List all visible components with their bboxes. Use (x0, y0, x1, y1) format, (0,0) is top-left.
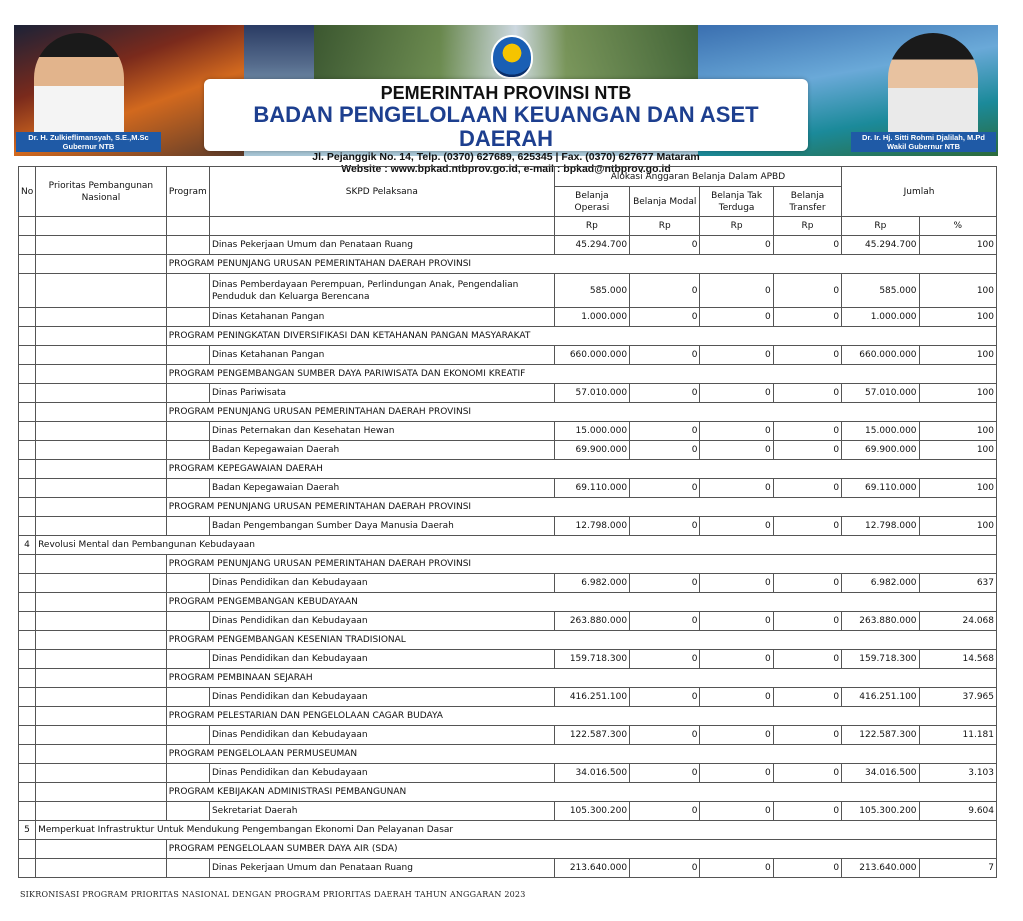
belanja-tak-terduga-cell: 0 (700, 650, 773, 669)
belanja-tak-terduga-cell: 0 (700, 384, 773, 403)
empty-cell (19, 840, 36, 859)
header-belanja-operasi: Belanja Operasi (554, 187, 629, 217)
belanja-transfer-cell: 0 (773, 574, 841, 593)
program-row (19, 593, 997, 612)
belanja-transfer-cell: 0 (773, 650, 841, 669)
empty-cell (36, 574, 167, 593)
program-row (19, 403, 997, 422)
belanja-transfer-cell: 0 (773, 726, 841, 745)
jumlah-rp-cell: 263.880.000 (842, 612, 919, 631)
table-row (19, 650, 997, 669)
header-no: No (19, 167, 36, 217)
priority-label: Revolusi Mental dan Pembangunan Kebudayaan (36, 536, 997, 555)
belanja-transfer-cell: 0 (773, 859, 841, 878)
empty-cell (166, 650, 209, 669)
empty-cell (166, 764, 209, 783)
program-label: PROGRAM PELESTARIAN DAN PENGELOLAAN CAGAR BUDAYA (166, 707, 996, 726)
jumlah-rp-cell: 12.798.000 (842, 517, 919, 536)
jumlah-percent-cell: 11.181 (919, 726, 996, 745)
program-label: PROGRAM PENUNJANG URUSAN PEMERINTAHAN DAERAH PROVINSI (166, 403, 996, 422)
table-row (19, 517, 997, 536)
agency-contact: Website : www.bpkad.ntbprov.go.id, e-mail : bpkad@ntbprov.go.id (341, 163, 671, 175)
empty-cell (19, 745, 36, 764)
governor-nameplate (16, 132, 161, 152)
empty-cell (36, 441, 167, 460)
empty-cell (19, 593, 36, 612)
unit-rp: Rp (700, 217, 773, 236)
empty-cell (19, 783, 36, 802)
empty-cell (36, 498, 167, 517)
empty-cell (36, 365, 167, 384)
empty-cell (19, 650, 36, 669)
belanja-modal-cell: 0 (630, 384, 700, 403)
jumlah-percent-cell: 100 (919, 517, 996, 536)
table-row (19, 346, 997, 365)
belanja-modal-cell: 0 (630, 688, 700, 707)
belanja-transfer-cell: 0 (773, 236, 841, 255)
belanja-operasi-cell: 660.000.000 (554, 346, 629, 365)
vice-governor-photo (888, 33, 978, 143)
empty-cell (36, 783, 167, 802)
skpd-cell: Dinas Pendidikan dan Kebudayaan (209, 574, 554, 593)
belanja-modal-cell: 0 (630, 308, 700, 327)
program-row (19, 498, 997, 517)
belanja-transfer-cell: 0 (773, 688, 841, 707)
header-banner (14, 25, 998, 175)
skpd-cell: Dinas Peternakan dan Kesehatan Hewan (209, 422, 554, 441)
unit-blank (209, 217, 554, 236)
program-label: PROGRAM PENUNJANG URUSAN PEMERINTAHAN DAERAH PROVINSI (166, 255, 996, 274)
ntb-emblem-icon (491, 35, 533, 79)
unit-rp: Rp (554, 217, 629, 236)
table-row (19, 764, 997, 783)
jumlah-rp-cell: 69.110.000 (842, 479, 919, 498)
skpd-cell: Dinas Ketahanan Pangan (209, 346, 554, 365)
skpd-cell: Dinas Pemberdayaan Perempuan, Perlindungan Anak, Pengendalian Penduduk dan Keluarga Berencana (209, 274, 554, 308)
empty-cell (19, 236, 36, 255)
jumlah-percent-cell: 637 (919, 574, 996, 593)
belanja-modal-cell: 0 (630, 479, 700, 498)
program-row (19, 255, 997, 274)
program-row (19, 783, 997, 802)
empty-cell (36, 859, 167, 878)
belanja-modal-cell: 0 (630, 236, 700, 255)
empty-cell (166, 274, 209, 308)
belanja-transfer-cell: 0 (773, 346, 841, 365)
skpd-cell: Dinas Pariwisata (209, 384, 554, 403)
belanja-tak-terduga-cell: 0 (700, 726, 773, 745)
empty-cell (19, 308, 36, 327)
priority-row (19, 536, 997, 555)
header-alokasi: Alokasi Anggaran Belanja Dalam APBD (554, 167, 841, 187)
empty-cell (36, 669, 167, 688)
empty-cell (19, 255, 36, 274)
jumlah-percent-cell: 24.068 (919, 612, 996, 631)
belanja-operasi-cell: 416.251.100 (554, 688, 629, 707)
jumlah-rp-cell: 6.982.000 (842, 574, 919, 593)
empty-cell (19, 498, 36, 517)
empty-cell (36, 650, 167, 669)
program-row (19, 327, 997, 346)
belanja-modal-cell: 0 (630, 422, 700, 441)
program-row (19, 707, 997, 726)
jumlah-percent-cell: 100 (919, 479, 996, 498)
program-label: PROGRAM PENGEMBANGAN SUMBER DAYA PARIWISATA DAN EKONOMI KREATIF (166, 365, 996, 384)
jumlah-percent-cell: 100 (919, 274, 996, 308)
skpd-cell: Dinas Pendidikan dan Kebudayaan (209, 764, 554, 783)
empty-cell (19, 460, 36, 479)
empty-cell (166, 479, 209, 498)
belanja-tak-terduga-cell: 0 (700, 688, 773, 707)
header-belanja-transfer: Belanja Transfer (773, 187, 841, 217)
empty-cell (19, 517, 36, 536)
empty-cell (166, 802, 209, 821)
belanja-transfer-cell: 0 (773, 274, 841, 308)
program-label: PROGRAM PENINGKATAN DIVERSIFIKASI DAN KETAHANAN PANGAN MASYARAKAT (166, 327, 996, 346)
governor-name: Dr. H. Zulkieflimansyah, S.E.,M.Sc (28, 133, 149, 142)
unit-blank (36, 217, 167, 236)
header-skpd: SKPD Pelaksana (209, 167, 554, 217)
skpd-cell: Dinas Ketahanan Pangan (209, 308, 554, 327)
table-row (19, 574, 997, 593)
belanja-transfer-cell: 0 (773, 479, 841, 498)
belanja-modal-cell: 0 (630, 802, 700, 821)
empty-cell (166, 236, 209, 255)
program-row (19, 631, 997, 650)
empty-cell (36, 460, 167, 479)
empty-cell (19, 859, 36, 878)
empty-cell (166, 384, 209, 403)
empty-cell (19, 802, 36, 821)
table-row (19, 236, 997, 255)
jumlah-rp-cell: 57.010.000 (842, 384, 919, 403)
belanja-transfer-cell: 0 (773, 802, 841, 821)
jumlah-rp-cell: 660.000.000 (842, 346, 919, 365)
jumlah-rp-cell: 159.718.300 (842, 650, 919, 669)
empty-cell (36, 840, 167, 859)
empty-cell (36, 384, 167, 403)
belanja-tak-terduga-cell: 0 (700, 859, 773, 878)
empty-cell (166, 688, 209, 707)
belanja-operasi-cell: 105.300.200 (554, 802, 629, 821)
belanja-tak-terduga-cell: 0 (700, 612, 773, 631)
jumlah-rp-cell: 105.300.200 (842, 802, 919, 821)
belanja-tak-terduga-cell: 0 (700, 274, 773, 308)
jumlah-percent-cell: 37.965 (919, 688, 996, 707)
empty-cell (19, 555, 36, 574)
empty-cell (19, 479, 36, 498)
belanja-tak-terduga-cell: 0 (700, 764, 773, 783)
belanja-modal-cell: 0 (630, 859, 700, 878)
program-label: PROGRAM PENGEMBANGAN KESENIAN TRADISIONAL (166, 631, 996, 650)
skpd-cell: Dinas Pekerjaan Umum dan Penataan Ruang (209, 236, 554, 255)
empty-cell (36, 707, 167, 726)
program-row (19, 669, 997, 688)
empty-cell (166, 574, 209, 593)
vice-governor-nameplate (851, 132, 996, 152)
skpd-cell: Badan Kepegawaian Daerah (209, 479, 554, 498)
program-row (19, 555, 997, 574)
belanja-operasi-cell: 45.294.700 (554, 236, 629, 255)
vice-governor-title: Wakil Gubernur NTB (886, 142, 961, 151)
government-title: PEMERINTAH PROVINSI NTB (380, 83, 632, 103)
empty-cell (36, 764, 167, 783)
program-label: PROGRAM KEPEGAWAIAN DAERAH (166, 460, 996, 479)
jumlah-percent-cell: 100 (919, 308, 996, 327)
priority-number: 5 (19, 821, 36, 840)
belanja-modal-cell: 0 (630, 517, 700, 536)
belanja-operasi-cell: 122.587.300 (554, 726, 629, 745)
empty-cell (36, 403, 167, 422)
belanja-tak-terduga-cell: 0 (700, 802, 773, 821)
jumlah-rp-cell: 45.294.700 (842, 236, 919, 255)
program-row (19, 745, 997, 764)
header-belanja-tak-terduga: Belanja Tak Terduga (700, 187, 773, 217)
belanja-tak-terduga-cell: 0 (700, 479, 773, 498)
unit-rp: Rp (773, 217, 841, 236)
empty-cell (36, 517, 167, 536)
belanja-operasi-cell: 213.640.000 (554, 859, 629, 878)
empty-cell (36, 688, 167, 707)
jumlah-rp-cell: 416.251.100 (842, 688, 919, 707)
program-label: PROGRAM PEMBINAAN SEJARAH (166, 669, 996, 688)
skpd-cell: Dinas Pendidikan dan Kebudayaan (209, 726, 554, 745)
governor-title: Gubernur NTB (62, 142, 115, 151)
jumlah-rp-cell: 69.900.000 (842, 441, 919, 460)
budget-table (18, 166, 997, 878)
belanja-tak-terduga-cell: 0 (700, 308, 773, 327)
jumlah-percent-cell: 100 (919, 441, 996, 460)
jumlah-rp-cell: 585.000 (842, 274, 919, 308)
table-row (19, 688, 997, 707)
agency-title: BADAN PENGELOLAAN KEUANGAN DAN ASET DAERAH (253, 102, 759, 151)
empty-cell (166, 859, 209, 878)
jumlah-percent-cell: 100 (919, 236, 996, 255)
skpd-cell: Badan Kepegawaian Daerah (209, 441, 554, 460)
empty-cell (36, 726, 167, 745)
skpd-cell: Dinas Pekerjaan Umum dan Penataan Ruang (209, 859, 554, 878)
program-row (19, 460, 997, 479)
table-row (19, 802, 997, 821)
program-label: PROGRAM PENUNJANG URUSAN PEMERINTAHAN DAERAH PROVINSI (166, 498, 996, 517)
jumlah-percent-cell: 100 (919, 422, 996, 441)
program-label: PROGRAM PENGELOLAAN PERMUSEUMAN (166, 745, 996, 764)
vice-governor-name: Dr. Ir. Hj. Sitti Rohmi Djalilah, M.Pd (862, 133, 985, 142)
jumlah-percent-cell: 7 (919, 859, 996, 878)
empty-cell (36, 745, 167, 764)
header-jumlah: Jumlah (842, 167, 997, 217)
empty-cell (36, 479, 167, 498)
belanja-tak-terduga-cell: 0 (700, 574, 773, 593)
empty-cell (36, 422, 167, 441)
belanja-tak-terduga-cell: 0 (700, 236, 773, 255)
belanja-modal-cell: 0 (630, 726, 700, 745)
belanja-modal-cell: 0 (630, 274, 700, 308)
belanja-transfer-cell: 0 (773, 441, 841, 460)
empty-cell (19, 574, 36, 593)
belanja-tak-terduga-cell: 0 (700, 422, 773, 441)
empty-cell (19, 631, 36, 650)
belanja-operasi-cell: 1.000.000 (554, 308, 629, 327)
empty-cell (19, 327, 36, 346)
skpd-cell: Dinas Pendidikan dan Kebudayaan (209, 688, 554, 707)
empty-cell (19, 441, 36, 460)
unit-rp: Rp (842, 217, 919, 236)
jumlah-percent-cell: 100 (919, 346, 996, 365)
empty-cell (19, 422, 36, 441)
empty-cell (36, 327, 167, 346)
empty-cell (19, 688, 36, 707)
skpd-cell: Badan Pengembangan Sumber Daya Manusia Daerah (209, 517, 554, 536)
jumlah-rp-cell: 15.000.000 (842, 422, 919, 441)
skpd-cell: Dinas Pendidikan dan Kebudayaan (209, 612, 554, 631)
empty-cell (36, 236, 167, 255)
table-row (19, 422, 997, 441)
header-belanja-modal: Belanja Modal (630, 187, 700, 217)
belanja-tak-terduga-cell: 0 (700, 441, 773, 460)
empty-cell (36, 802, 167, 821)
empty-cell (166, 422, 209, 441)
belanja-modal-cell: 0 (630, 612, 700, 631)
program-label: PROGRAM PENUNJANG URUSAN PEMERINTAHAN DAERAH PROVINSI (166, 555, 996, 574)
empty-cell (36, 255, 167, 274)
belanja-operasi-cell: 69.110.000 (554, 479, 629, 498)
belanja-modal-cell: 0 (630, 764, 700, 783)
program-row (19, 365, 997, 384)
governor-photo (34, 33, 124, 143)
empty-cell (19, 346, 36, 365)
jumlah-percent-cell: 9.604 (919, 802, 996, 821)
jumlah-percent-cell: 14.568 (919, 650, 996, 669)
priority-number: 4 (19, 536, 36, 555)
jumlah-percent-cell: 100 (919, 384, 996, 403)
belanja-transfer-cell: 0 (773, 308, 841, 327)
jumlah-rp-cell: 1.000.000 (842, 308, 919, 327)
belanja-transfer-cell: 0 (773, 384, 841, 403)
belanja-modal-cell: 0 (630, 346, 700, 365)
empty-cell (19, 612, 36, 631)
empty-cell (19, 707, 36, 726)
jumlah-rp-cell: 122.587.300 (842, 726, 919, 745)
belanja-transfer-cell: 0 (773, 764, 841, 783)
empty-cell (36, 612, 167, 631)
skpd-cell: Sekretariat Daerah (209, 802, 554, 821)
empty-cell (166, 346, 209, 365)
empty-cell (36, 308, 167, 327)
empty-cell (166, 441, 209, 460)
belanja-operasi-cell: 15.000.000 (554, 422, 629, 441)
empty-cell (19, 669, 36, 688)
belanja-operasi-cell: 159.718.300 (554, 650, 629, 669)
empty-cell (19, 403, 36, 422)
header-prioritas: Prioritas Pembangunan Nasional (36, 167, 167, 217)
agency-address: Jl. Pejanggik No. 14, Telp. (0370) 627689, 625345 | Fax. (0370) 627677 Mataram (312, 151, 700, 163)
table-row (19, 384, 997, 403)
belanja-modal-cell: 0 (630, 441, 700, 460)
document-footer: SIKRONISASI PROGRAM PRIORITAS NASIONAL DENGAN PROGRAM PRIORITAS DAERAH TAHUN ANGGARAN 2023 (20, 890, 526, 899)
empty-cell (166, 726, 209, 745)
table-row (19, 479, 997, 498)
table-row (19, 612, 997, 631)
belanja-modal-cell: 0 (630, 650, 700, 669)
priority-row (19, 821, 997, 840)
table-row (19, 859, 997, 878)
belanja-modal-cell: 0 (630, 574, 700, 593)
unit-blank (19, 217, 36, 236)
empty-cell (19, 726, 36, 745)
program-label: PROGRAM PENGEMBANGAN KEBUDAYAAN (166, 593, 996, 612)
belanja-operasi-cell: 34.016.500 (554, 764, 629, 783)
empty-cell (36, 346, 167, 365)
table-row (19, 274, 997, 308)
empty-cell (166, 308, 209, 327)
empty-cell (19, 384, 36, 403)
empty-cell (19, 764, 36, 783)
unit-blank (166, 217, 209, 236)
header-title-plate (204, 79, 808, 175)
belanja-transfer-cell: 0 (773, 422, 841, 441)
jumlah-rp-cell: 213.640.000 (842, 859, 919, 878)
belanja-operasi-cell: 585.000 (554, 274, 629, 308)
unit-percent: % (919, 217, 996, 236)
program-label: PROGRAM PENGELOLAAN SUMBER DAYA AIR (SDA) (166, 840, 996, 859)
table-row (19, 441, 997, 460)
jumlah-percent-cell: 3.103 (919, 764, 996, 783)
belanja-tak-terduga-cell: 0 (700, 517, 773, 536)
empty-cell (36, 555, 167, 574)
empty-cell (166, 612, 209, 631)
table-row (19, 726, 997, 745)
belanja-transfer-cell: 0 (773, 517, 841, 536)
priority-label: Memperkuat Infrastruktur Untuk Mendukung Pengembangan Ekonomi Dan Pelayanan Dasar (36, 821, 997, 840)
program-row (19, 840, 997, 859)
jumlah-rp-cell: 34.016.500 (842, 764, 919, 783)
program-label: PROGRAM KEBIJAKAN ADMINISTRASI PEMBANGUNAN (166, 783, 996, 802)
belanja-operasi-cell: 69.900.000 (554, 441, 629, 460)
belanja-tak-terduga-cell: 0 (700, 346, 773, 365)
belanja-operasi-cell: 263.880.000 (554, 612, 629, 631)
empty-cell (36, 631, 167, 650)
empty-cell (19, 274, 36, 308)
belanja-operasi-cell: 6.982.000 (554, 574, 629, 593)
belanja-transfer-cell: 0 (773, 612, 841, 631)
empty-cell (36, 593, 167, 612)
table-row (19, 308, 997, 327)
belanja-operasi-cell: 12.798.000 (554, 517, 629, 536)
belanja-operasi-cell: 57.010.000 (554, 384, 629, 403)
empty-cell (19, 365, 36, 384)
unit-rp: Rp (630, 217, 700, 236)
skpd-cell: Dinas Pendidikan dan Kebudayaan (209, 650, 554, 669)
empty-cell (166, 517, 209, 536)
empty-cell (36, 274, 167, 308)
header-program: Program (166, 167, 209, 217)
